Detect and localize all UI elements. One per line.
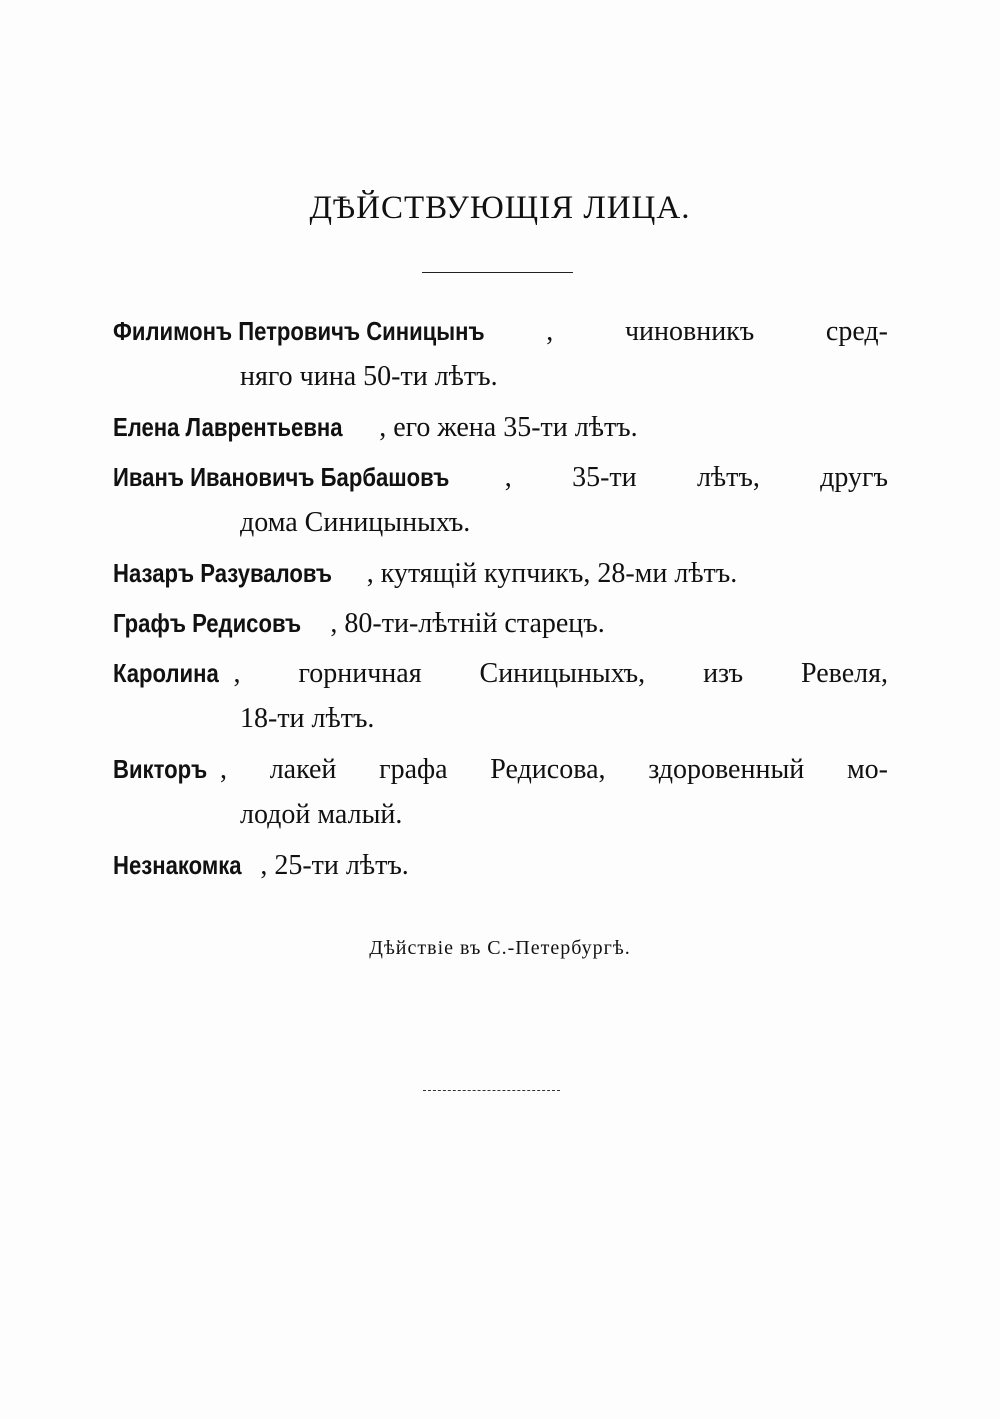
character-name: Иванъ Ивановичъ Барбашовъ — [113, 462, 450, 492]
character-name: Филимонъ Петровичъ Синицынъ — [113, 316, 485, 346]
setting-note: Дѣйствіе въ С.-Петербургѣ. — [369, 937, 631, 959]
character-description: , его жена 35-ти лѣтъ. — [379, 412, 638, 443]
character-description: , лакей графа Редисова, здоровенный мо- — [220, 754, 888, 785]
character-name: Каролина — [113, 658, 219, 688]
character-name: Елена Лаврентьевна — [113, 412, 343, 442]
character-description: , горничная Синицыныхъ, изъ Ревеля, — [233, 658, 888, 689]
character-description-continued: няго чина 50-ти лѣтъ. — [240, 361, 498, 392]
character-entry — [113, 746, 888, 838]
character-description: , 35-ти лѣтъ, другъ — [504, 462, 888, 493]
title-divider — [422, 272, 573, 273]
character-entry — [113, 650, 888, 742]
character-entry — [113, 600, 888, 646]
entry-line — [113, 454, 888, 500]
character-description: , 25-ти лѣтъ. — [260, 850, 409, 881]
character-description-continued: дома Синицыныхъ. — [240, 507, 471, 538]
entry-line — [113, 650, 888, 696]
entry-line — [113, 600, 888, 646]
character-description: , кутящій купчикъ, 28-ми лѣтъ. — [366, 558, 738, 589]
character-entry — [113, 308, 888, 400]
character-name: Незнакомка — [113, 850, 242, 880]
character-entry — [113, 550, 888, 596]
entry-line — [113, 550, 888, 596]
character-name: Графъ Редисовъ — [113, 608, 302, 638]
character-entry — [113, 454, 888, 546]
character-description-continued: лодой малый. — [240, 799, 403, 830]
character-description: , 80-ти-лѣтній старецъ. — [330, 608, 605, 639]
entry-line — [113, 404, 888, 450]
character-list — [113, 308, 888, 892]
entry-line — [113, 842, 888, 888]
page-title: ДѢЙСТВУЮЩІЯ ЛИЦА. — [309, 190, 691, 226]
character-description-continued: 18-ти лѣтъ. — [240, 703, 375, 734]
character-entry — [113, 842, 888, 888]
character-description: , чиновникъ сред- — [546, 316, 888, 347]
entry-line — [113, 308, 888, 354]
end-divider — [423, 1090, 560, 1091]
character-name: Назаръ Разуваловъ — [113, 558, 332, 588]
character-name: Викторъ — [113, 754, 208, 784]
character-entry — [113, 404, 888, 450]
entry-line — [113, 746, 888, 792]
